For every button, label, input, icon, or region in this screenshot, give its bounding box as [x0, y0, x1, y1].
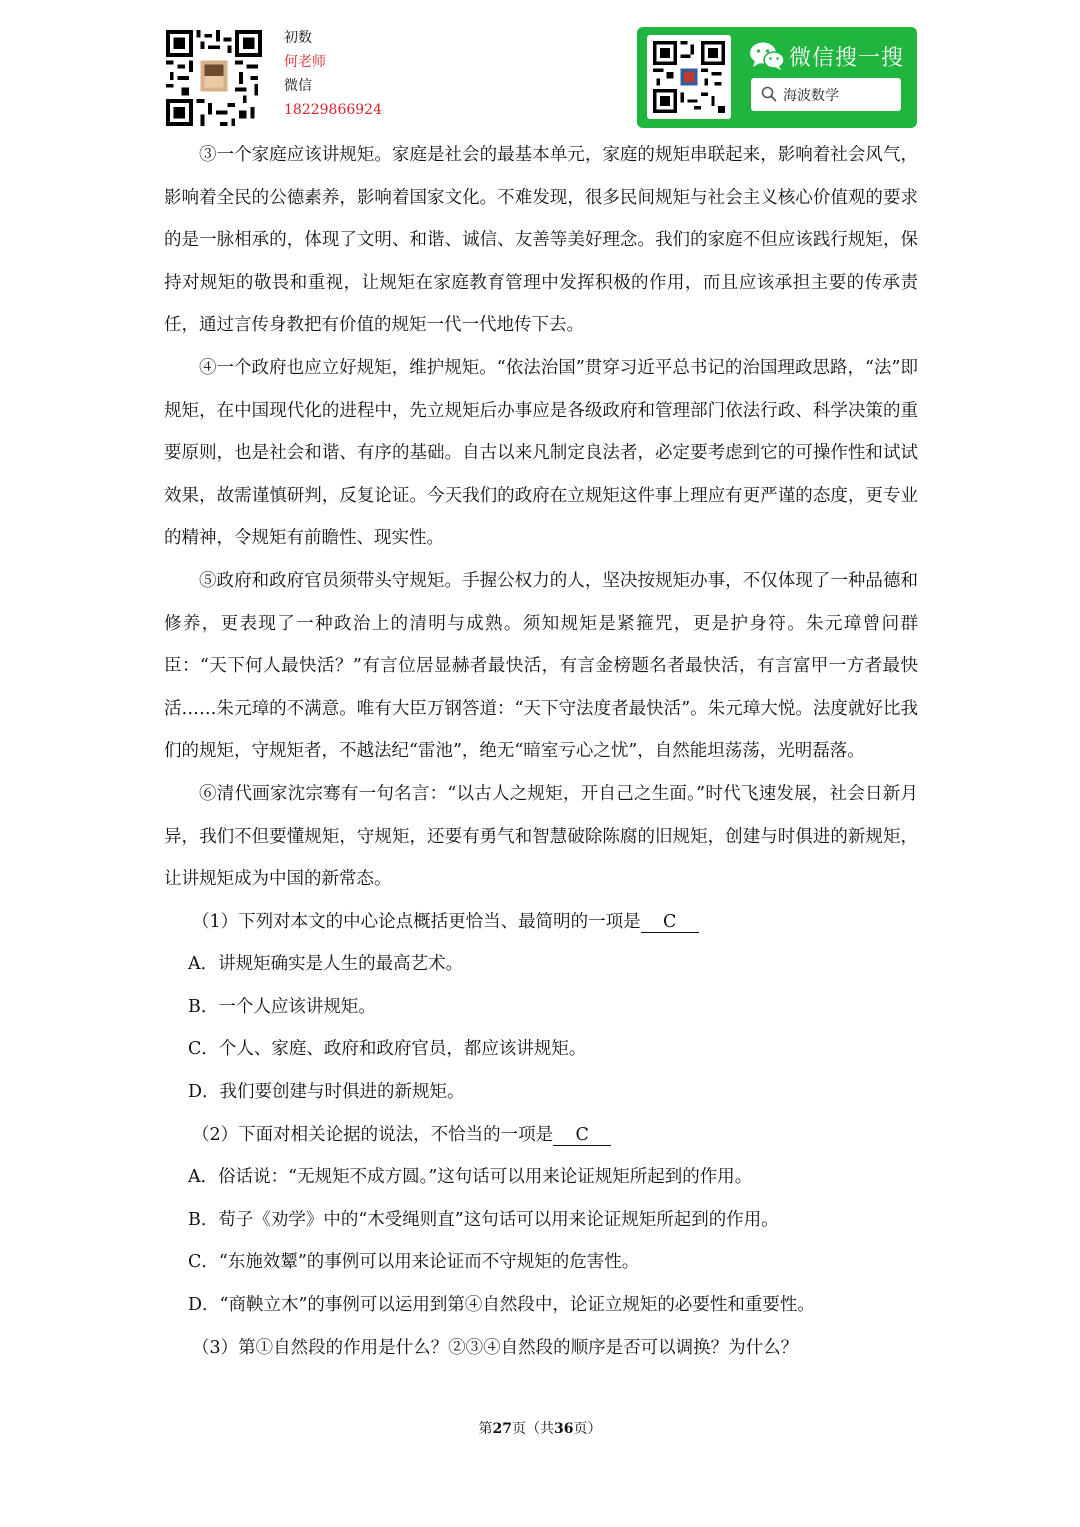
question-2-answer: C [553, 1125, 611, 1146]
question-2-option-c: C．“东施效颦”的事例可以用来论证而不守规矩的危害性。 [188, 1252, 640, 1273]
contact-name: 何老师 [284, 54, 326, 70]
question-1-option-b: B．一个人应该讲规矩。 [188, 996, 376, 1017]
contact-line-3: 微信 [284, 78, 312, 94]
question-2 [164, 1114, 918, 1157]
question-2-option-d: D．“商鞅立木”的事例可以运用到第④自然段中，论证立规矩的必要性和重要性。 [188, 1295, 815, 1316]
page-footer [0, 1418, 1080, 1438]
question-1-answer: C [641, 912, 699, 933]
question-1-stem: （1）下列对本文的中心论点概括更恰当、最简明的一项是 [192, 911, 641, 932]
wechat-qr-frame [647, 35, 731, 119]
paragraph-3: ③一个家庭应该讲规矩。家庭是社会的最基本单元，家庭的规矩串联起来，影响着社会风气，影响着全民的公德素养，影响着国家文化。不难发现，很多民间规矩与社会主义核心价值观的要求的是一脉相承的，体现了文明、和谐、诚信、友善等美好理念。我们的家庭不但应该践行规矩，保持对规矩的敬畏和重视，让规矩在家庭教育管理中发挥积极的作用，而且应该承担主要的传承责任，通过言传身教把有价值的规矩一代一代地传下去。 [164, 145, 918, 336]
current-page-number: 27 [492, 1421, 512, 1437]
wechat-search-field [751, 78, 901, 111]
question-1-option-a: A．讲规矩确实是人生的最高艺术。 [188, 954, 464, 975]
footer-middle: 页（共 [512, 1421, 554, 1437]
paragraph-4: ④一个政府也应立好规矩，维护规矩。“依法治国”贯穿习近平总书记的治国理政思路，“法”即规矩，在中国现代化的进程中，先立规矩后办事应是各级政府和管理部门依法行政、科学决策的重要原则，也是社会和谐、有序的基础。自古以来凡制定良法者，必定要考虑到它的可操作性和试试效果，故需谨慎研判，反复论证。今天我们的政府在立规矩这件事上理应有更严谨的态度，更专业的精神，令规矩有前瞻性、现实性。 [164, 357, 918, 549]
total-pages: 36 [554, 1421, 574, 1437]
question-2-stem: （2）下面对相关论据的说法，不恰当的一项是 [192, 1124, 554, 1145]
document-body [164, 134, 918, 1369]
contact-line-1: 初数 [284, 30, 312, 46]
question-2-option-b: B．荀子《劝学》中的“木受绳则直”这句话可以用来论证规矩所起到的作用。 [188, 1209, 779, 1230]
footer-suffix: 页） [573, 1421, 602, 1437]
contact-info [284, 26, 382, 122]
search-icon [761, 86, 777, 102]
wechat-search-keyword: 海波数学 [783, 88, 839, 104]
paragraph-6: ⑥清代画家沈宗骞有一句名言：“以古人之规矩，开自己之生面。”时代飞速发展，社会日新月异，我们不但要懂规矩，守规矩，还要有勇气和智慧破除陈腐的旧规矩，创建与时俱进的新规矩，让讲规矩成为中国的新常态。 [164, 783, 918, 890]
question-1-option-c: C．个人、家庭、政府和政府官员，都应该讲规矩。 [188, 1039, 587, 1060]
wechat-search-banner [637, 27, 917, 128]
qr-code-icon [166, 30, 262, 126]
wechat-logo-icon [749, 41, 785, 71]
question-1 [164, 901, 918, 944]
question-1-option-d: D．我们要创建与时俱进的新规矩。 [188, 1082, 465, 1103]
question-3: （3）第①自然段的作用是什么？②③④自然段的顺序是否可以调换？为什么？ [192, 1337, 799, 1358]
footer-prefix: 第 [478, 1421, 493, 1437]
contact-phone: 18229866924 [284, 102, 382, 118]
paragraph-5: ⑤政府和政府官员须带头守规矩。手握公权力的人，坚决按规矩办事，不仅体现了一种品德和修养，更表现了一种政治上的清明与成熟。须知规矩是紧箍咒，更是护身符。朱元璋曾问群臣：“天下何人最快活？”有言位居显赫者最快活，有言金榜题名者最快活，有言富甲一方者最快活……朱元璋的不满意。唯有大臣万钢答道：“天下守法度者最快活”。朱元璋大悦。法度就好比我们的规矩，守规矩者，不越法纪“雷池”，绝无“暗室亏心之忧”，自然能坦荡荡，光明磊落。 [164, 570, 918, 762]
qr-code-icon [653, 41, 725, 113]
question-2-option-a: A．俗话说：“无规矩不成方圆。”这句话可以用来论证规矩所起到的作用。 [188, 1167, 753, 1188]
wechat-search-title: 微信搜一搜 [789, 46, 905, 71]
